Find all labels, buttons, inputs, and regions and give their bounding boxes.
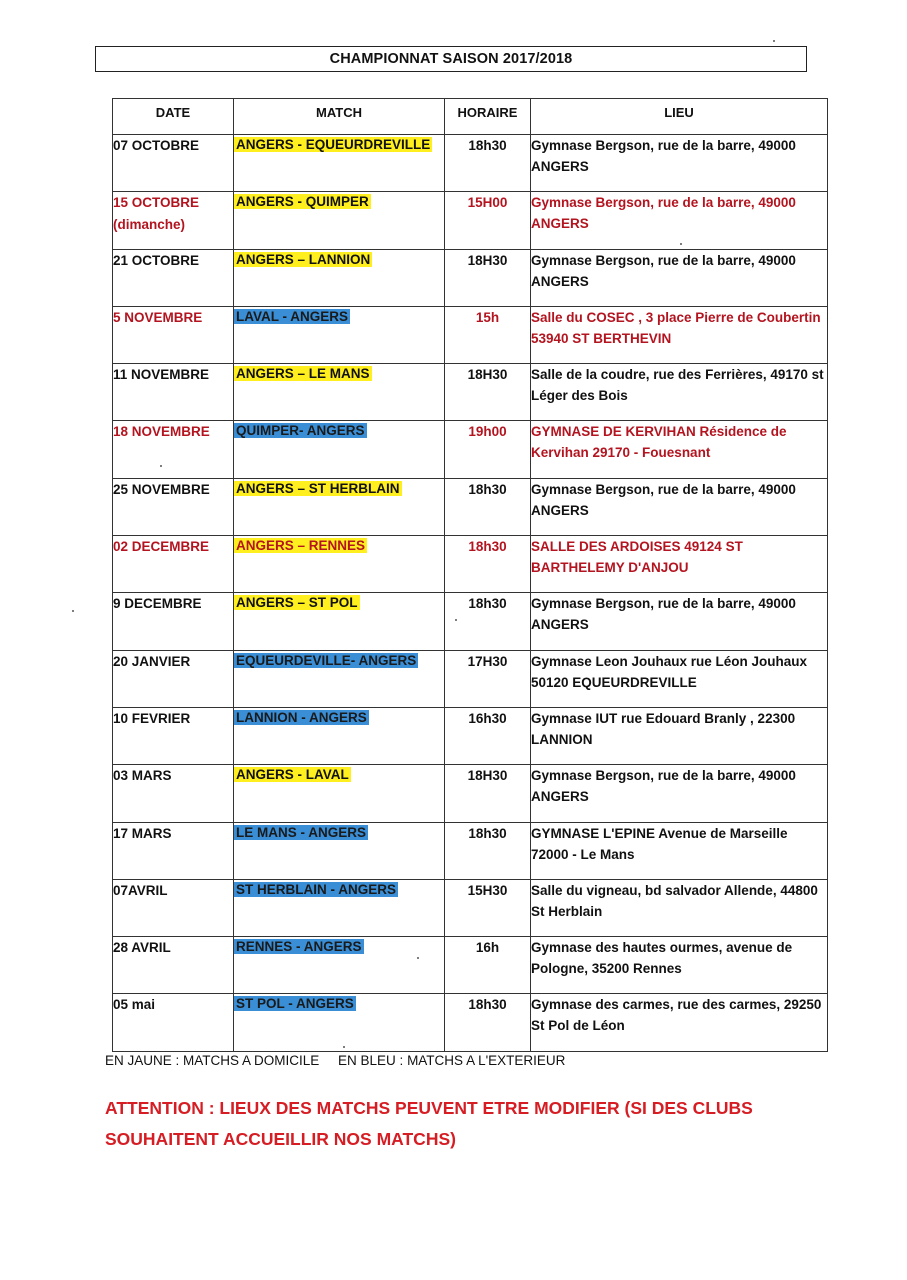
row-time: 18h30 bbox=[445, 593, 531, 650]
row-place: Salle de la coudre, rue des Ferrières, 49170 st Léger des Bois bbox=[531, 364, 828, 421]
row-time: 18h30 bbox=[445, 536, 531, 593]
row-date: 18 NOVEMBRE bbox=[113, 421, 234, 478]
home-match-label: ANGERS - QUIMPER bbox=[236, 194, 369, 210]
home-match-label: ANGERS – ST POL bbox=[236, 595, 358, 611]
away-match-label: QUIMPER- ANGERS bbox=[236, 423, 365, 439]
row-date: 03 MARS bbox=[113, 765, 234, 822]
row-date: 17 MARS bbox=[113, 822, 234, 879]
row-date: 07 OCTOBRE bbox=[113, 135, 234, 192]
row-time: 18h30 bbox=[445, 822, 531, 879]
table-row bbox=[113, 879, 828, 936]
color-legend: EN JAUNE : MATCHS A DOMICILE EN BLEU : MATCHS A L'EXTERIEUR bbox=[105, 1053, 566, 1068]
table-row bbox=[113, 192, 828, 249]
row-date: 9 DECEMBRE bbox=[113, 593, 234, 650]
home-match-label: ANGERS - EQUEURDREVILLE bbox=[236, 137, 431, 152]
row-time: 16h bbox=[445, 937, 531, 994]
header-place: LIEU bbox=[531, 99, 828, 135]
table-row bbox=[113, 822, 828, 879]
row-date: 21 OCTOBRE bbox=[113, 249, 234, 306]
row-place: Gymnase Leon Jouhaux rue Léon Jouhaux 50120 EQUEURDREVILLE bbox=[531, 650, 828, 707]
row-time: 15H00 bbox=[445, 192, 531, 249]
row-date: 10 FEVRIER bbox=[113, 707, 234, 764]
table-row bbox=[113, 994, 828, 1051]
row-match-cell bbox=[234, 765, 445, 822]
row-match-cell bbox=[234, 192, 445, 249]
page-title: CHAMPIONNAT SAISON 2017/2018 bbox=[95, 46, 807, 72]
home-match-label: ANGERS – LE MANS bbox=[236, 366, 370, 382]
row-match-cell bbox=[234, 822, 445, 879]
table-row bbox=[113, 593, 828, 650]
row-time: 18h30 bbox=[445, 994, 531, 1051]
row-time: 18h30 bbox=[445, 478, 531, 535]
row-match-cell bbox=[234, 707, 445, 764]
away-match-label: LAVAL - ANGERS bbox=[236, 308, 349, 324]
row-date: 15 OCTOBRE (dimanche) bbox=[113, 192, 234, 249]
away-match-label: LE MANS - ANGERS bbox=[236, 824, 367, 840]
row-match-cell bbox=[234, 249, 445, 306]
warning-notice: ATTENTION : LIEUX DES MATCHS PEUVENT ETRE MODIFIER (SI DES CLUBS SOUHAITENT ACCUEILLIR NOS MATCHS) bbox=[105, 1098, 753, 1149]
table-row bbox=[113, 536, 828, 593]
row-place: Salle du vigneau, bd salvador Allende, 44800 St Herblain bbox=[531, 879, 828, 936]
row-date: 07AVRIL bbox=[113, 879, 234, 936]
row-place: Gymnase des hautes ourmes, avenue de Pologne, 35200 Rennes bbox=[531, 937, 828, 994]
scan-speck bbox=[773, 40, 775, 42]
row-match-cell bbox=[234, 593, 445, 650]
row-match-cell bbox=[234, 478, 445, 535]
row-match-cell bbox=[234, 879, 445, 936]
table-row bbox=[113, 364, 828, 421]
table-row bbox=[113, 135, 828, 192]
row-match-cell bbox=[234, 937, 445, 994]
row-place: Gymnase Bergson, rue de la barre, 49000 ANGERS bbox=[531, 765, 828, 822]
table-row bbox=[113, 421, 828, 478]
row-place: Gymnase IUT rue Edouard Branly , 22300 LANNION bbox=[531, 707, 828, 764]
header-date: DATE bbox=[113, 99, 234, 135]
scan-speck bbox=[455, 619, 457, 621]
row-time: 18H30 bbox=[445, 249, 531, 306]
row-place: GYMNASE L'EPINE Avenue de Marseille 72000 - Le Mans bbox=[531, 822, 828, 879]
row-time: 17H30 bbox=[445, 650, 531, 707]
row-place: Salle du COSEC , 3 place Pierre de Coubertin 53940 ST BERTHEVIN bbox=[531, 306, 828, 363]
home-match-label: ANGERS – LANNION bbox=[236, 251, 371, 267]
scan-speck bbox=[72, 610, 74, 612]
scan-speck bbox=[417, 957, 419, 959]
row-place: Gymnase Bergson, rue de la barre, 49000 ANGERS bbox=[531, 192, 828, 249]
row-time: 16h30 bbox=[445, 707, 531, 764]
home-match-label: ANGERS - LAVAL bbox=[236, 767, 349, 783]
header-time: HORAIRE bbox=[445, 99, 531, 135]
row-time: 18H30 bbox=[445, 364, 531, 421]
row-date: 5 NOVEMBRE bbox=[113, 306, 234, 363]
row-time: 15H30 bbox=[445, 879, 531, 936]
scan-speck bbox=[680, 243, 682, 245]
row-time: 19h00 bbox=[445, 421, 531, 478]
table-row bbox=[113, 707, 828, 764]
row-place: GYMNASE DE KERVIHAN Résidence de Kervihan 29170 - Fouesnant bbox=[531, 421, 828, 478]
row-date: 05 mai bbox=[113, 994, 234, 1051]
away-match-label: ST POL - ANGERS bbox=[236, 996, 354, 1012]
row-place: Gymnase des carmes, rue des carmes, 29250 St Pol de Léon bbox=[531, 994, 828, 1051]
row-match-cell bbox=[234, 994, 445, 1051]
row-date: 20 JANVIER bbox=[113, 650, 234, 707]
row-match-cell bbox=[234, 536, 445, 593]
row-place: Gymnase Bergson, rue de la barre, 49000 ANGERS bbox=[531, 249, 828, 306]
row-match-cell bbox=[234, 650, 445, 707]
table-row bbox=[113, 650, 828, 707]
row-match-cell bbox=[234, 364, 445, 421]
row-date: 28 AVRIL bbox=[113, 937, 234, 994]
table-row bbox=[113, 478, 828, 535]
scan-speck bbox=[160, 465, 162, 467]
schedule-table bbox=[112, 98, 828, 1052]
row-date: 25 NOVEMBRE bbox=[113, 478, 234, 535]
row-match-cell bbox=[234, 306, 445, 363]
table-row bbox=[113, 249, 828, 306]
row-match-cell bbox=[234, 421, 445, 478]
table-header-row bbox=[113, 99, 828, 135]
row-place: Gymnase Bergson, rue de la barre, 49000 ANGERS bbox=[531, 593, 828, 650]
table-row bbox=[113, 306, 828, 363]
row-time: 18H30 bbox=[445, 765, 531, 822]
row-place: SALLE DES ARDOISES 49124 ST BARTHELEMY D'ANJOU bbox=[531, 536, 828, 593]
row-time: 15h bbox=[445, 306, 531, 363]
row-place: Gymnase Bergson, rue de la barre, 49000 ANGERS bbox=[531, 135, 828, 192]
row-date: 11 NOVEMBRE bbox=[113, 364, 234, 421]
schedule-rows bbox=[113, 135, 828, 1052]
away-match-label: LANNION - ANGERS bbox=[236, 709, 367, 725]
away-match-label: EQUEURDEVILLE- ANGERS bbox=[236, 652, 417, 668]
header-match: MATCH bbox=[234, 99, 445, 135]
row-match-cell bbox=[234, 135, 445, 192]
row-place: Gymnase Bergson, rue de la barre, 49000 ANGERS bbox=[531, 478, 828, 535]
home-match-label: ANGERS – ST HERBLAIN bbox=[236, 480, 400, 496]
row-date: 02 DECEMBRE bbox=[113, 536, 234, 593]
home-match-label: ANGERS – RENNES bbox=[236, 538, 366, 554]
scan-speck bbox=[343, 1046, 345, 1048]
table-row bbox=[113, 765, 828, 822]
table-row bbox=[113, 937, 828, 994]
away-match-label: RENNES - ANGERS bbox=[236, 939, 362, 955]
away-match-label: ST HERBLAIN - ANGERS bbox=[236, 881, 397, 897]
row-time: 18h30 bbox=[445, 135, 531, 192]
